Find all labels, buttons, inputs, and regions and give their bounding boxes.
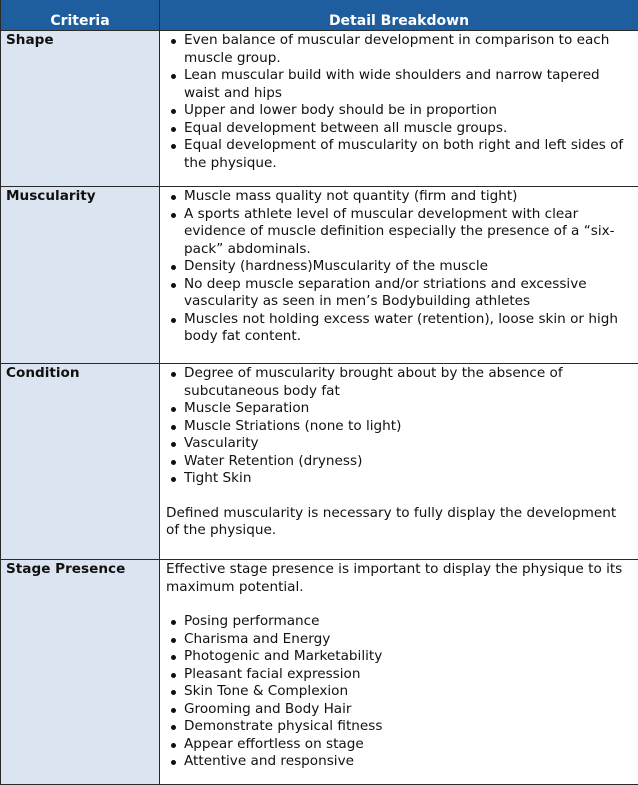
list-item: Lean muscular build with wide shoulders and narrow tapered waist and hips <box>184 67 630 102</box>
list-item: Equal development between all muscle groups. <box>184 120 630 138</box>
table-row-stage-presence <box>1 560 638 785</box>
detail-cell <box>160 560 638 785</box>
list-item: Grooming and Body Hair <box>184 701 630 719</box>
table-row-condition <box>1 364 638 560</box>
stage-presence-intro: Effective stage presence is important to display the physique to its maximum potential. <box>166 561 630 596</box>
criteria-cell: Shape <box>1 31 160 187</box>
list-item: Water Retention (dryness) <box>184 453 630 471</box>
list-item: Equal development of muscularity on both right and left sides of the physique. <box>184 137 630 172</box>
list-item: Tight Skin <box>184 470 630 488</box>
criteria-cell: Muscularity <box>1 187 160 364</box>
list-item: Photogenic and Marketability <box>184 648 630 666</box>
list-item: Muscle Striations (none to light) <box>184 418 630 436</box>
header-row <box>1 0 638 31</box>
criteria-column-header: Criteria <box>1 0 160 31</box>
list-item: Vascularity <box>184 435 630 453</box>
list-item: Posing performance <box>184 613 630 631</box>
list-item: Pleasant facial expression <box>184 666 630 684</box>
list-item: Even balance of muscular development in comparison to each muscle group. <box>184 32 630 67</box>
list-item: Appear effortless on stage <box>184 736 630 754</box>
list-item: Skin Tone & Complexion <box>184 683 630 701</box>
list-item: Charisma and Energy <box>184 631 630 649</box>
list-item: Attentive and responsive <box>184 753 630 771</box>
detail-cell <box>160 31 638 187</box>
list-item: Density (hardness)Muscularity of the muscle <box>184 258 630 276</box>
bullet-list <box>166 188 630 346</box>
detail-cell <box>160 364 638 560</box>
list-item: Upper and lower body should be in proportion <box>184 102 630 120</box>
list-item: A sports athlete level of muscular development with clear evidence of muscle definition especially the presence of a “six-pack” abdominals. <box>184 206 630 259</box>
table-row-muscularity <box>1 187 638 364</box>
criteria-cell: Condition <box>1 364 160 560</box>
list-item: Muscles not holding excess water (retention), loose skin or high body fat content. <box>184 311 630 346</box>
detail-cell <box>160 187 638 364</box>
list-item: Muscle Separation <box>184 400 630 418</box>
list-item: Degree of muscularity brought about by the absence of subcutaneous body fat <box>184 365 630 400</box>
detail-column-header: Detail Breakdown <box>160 0 638 31</box>
bullet-list <box>166 365 630 488</box>
table-row-shape <box>1 31 638 187</box>
criteria-cell: Stage Presence <box>1 560 160 785</box>
list-item: No deep muscle separation and/or striations and excessive vascularity as seen in men’s Bodybuilding athletes <box>184 276 630 311</box>
bullet-list <box>166 613 630 771</box>
list-item: Muscle mass quality not quantity (firm and tight) <box>184 188 630 206</box>
bullet-list <box>166 32 630 172</box>
list-item: Demonstrate physical fitness <box>184 718 630 736</box>
condition-note: Defined muscularity is necessary to fully display the development of the physique. <box>166 505 630 540</box>
